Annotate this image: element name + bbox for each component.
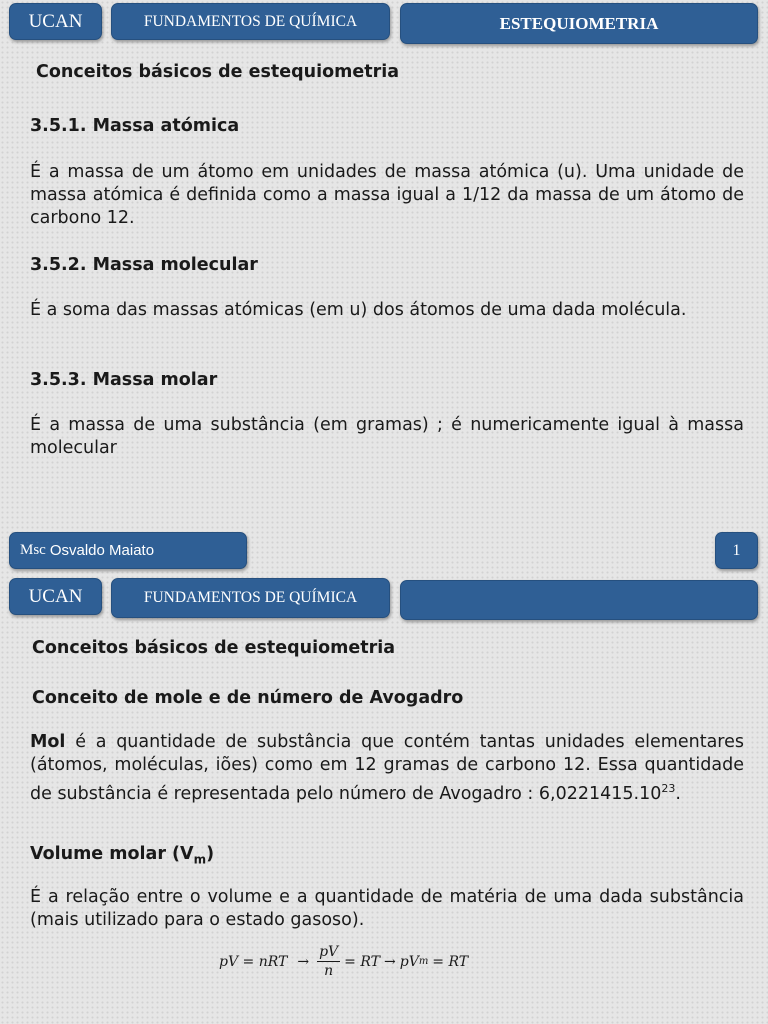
- volume-heading-text: Volume molar (V: [30, 844, 194, 864]
- header-course-badge: [111, 578, 390, 618]
- header-org-badge: [9, 578, 102, 615]
- formula-part1: pV = nRT: [219, 953, 288, 970]
- mol-term: Mol: [30, 732, 66, 752]
- header-course-label: FUNDAMENTOS DE QUÍMICA: [143, 12, 358, 30]
- header-topic-badge: [400, 3, 758, 44]
- author-name: Osvaldo Maiato: [49, 542, 155, 559]
- formula-part3: pV: [399, 953, 419, 970]
- fraction-denominator: n: [324, 963, 334, 979]
- section-heading: 3.5.3. Massa molar: [30, 370, 218, 390]
- avogadro-exponent: 23: [661, 782, 676, 795]
- footer-page-badge: [715, 532, 758, 569]
- slide-title: Conceitos básicos de estequiometria: [32, 638, 396, 658]
- header-topic-badge: [400, 580, 758, 620]
- section-text: É a soma das massas atómicas (em u) dos átomos de uma dada molécula.: [30, 300, 687, 320]
- section-heading: 3.5.1. Massa atómica: [30, 116, 240, 136]
- formula-part3-sub: m: [418, 956, 429, 967]
- header-org-label: UCAN: [28, 585, 83, 607]
- header-course-label: FUNDAMENTOS DE QUÍMICA: [143, 589, 358, 606]
- gas-law-formula: [219, 944, 468, 979]
- section-heading: 3.5.2. Massa molecular: [30, 255, 258, 275]
- footer-author-badge: [9, 532, 247, 569]
- slide-subtitle: Conceito de mole e de número de Avogadro: [32, 688, 464, 708]
- mol-text: é a quantidade de substância que contém tantas unidades elementares (átomos, moléculas, iões) como em 12 gramas de carbono 12. Essa quantidade de substância é representada pelo número de Avogadro : 6,0221415.10: [30, 732, 744, 804]
- formula-fraction: [317, 944, 340, 979]
- volume-molar-text: É a relação entre o volume e a quantidade de matéria de uma dada substância (mais utilizado para o estado gasoso).: [30, 887, 744, 930]
- header-course-badge: [111, 3, 390, 40]
- volume-molar-heading: [30, 844, 214, 867]
- section-text: É a massa de uma substância (em gramas) ; é numericamente igual à massa molecular: [30, 415, 744, 458]
- formula-arrow-2: →: [384, 953, 396, 970]
- header-org-label: UCAN: [28, 10, 83, 32]
- fraction-numerator: pV: [319, 944, 339, 960]
- header-topic-label: ESTEQUIOMETRIA: [499, 13, 659, 33]
- header-org-badge: [9, 3, 102, 40]
- slide-title: Conceitos básicos de estequiometria: [36, 62, 400, 82]
- volume-heading-end: ): [206, 844, 215, 864]
- page-number: 1: [732, 541, 741, 559]
- formula-part2: = RT: [344, 953, 380, 970]
- formula-arrow-1: →: [297, 953, 310, 970]
- mol-end: .: [675, 783, 681, 804]
- formula-part4: = RT: [432, 953, 469, 970]
- volume-heading-sub: m: [193, 852, 207, 867]
- author-prefix: Msc: [20, 542, 46, 558]
- mol-definition: [30, 731, 744, 806]
- section-text: É a massa de um átomo em unidades de massa atómica (u). Uma unidade de massa atómica é definida como a massa igual a 1/12 da massa de um átomo de carbono 12.: [30, 162, 744, 228]
